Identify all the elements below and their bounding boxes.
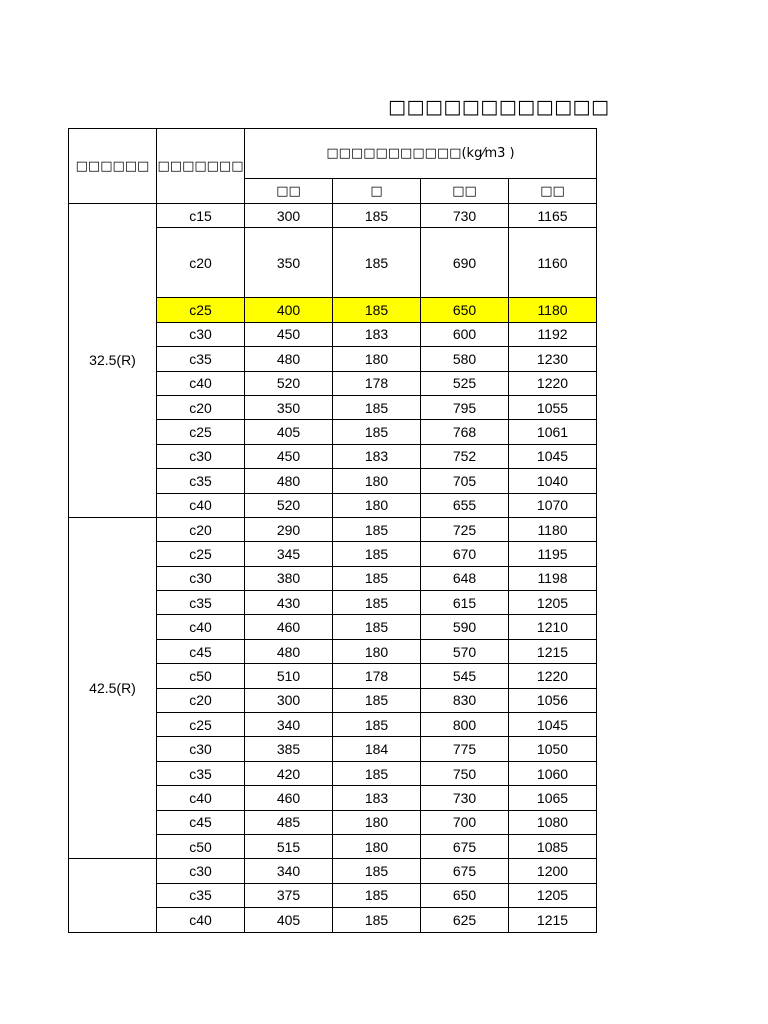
mix-ratio-table	[68, 128, 597, 933]
concrete-grade-cell: c40	[157, 786, 245, 810]
sand-cell: 650	[421, 298, 509, 322]
cement-cell: 400	[245, 298, 333, 322]
sand-cell: 800	[421, 713, 509, 737]
cement-cell: 515	[245, 834, 333, 858]
water-cell: 183	[333, 322, 421, 346]
header-material-usage: □□□□□□□□□□□(kg⁄m3 )	[245, 129, 597, 179]
header-concrete-grade: □□□□□□□	[157, 129, 245, 204]
stone-cell: 1198	[509, 566, 597, 590]
water-cell: 185	[333, 615, 421, 639]
table-row	[69, 859, 597, 883]
stone-cell: 1180	[509, 298, 597, 322]
table-body	[69, 204, 597, 933]
water-cell: 185	[333, 517, 421, 541]
water-cell: 185	[333, 688, 421, 712]
stone-cell: 1192	[509, 322, 597, 346]
stone-cell: 1070	[509, 493, 597, 517]
cement-cell: 345	[245, 542, 333, 566]
table-row	[69, 204, 597, 228]
stone-cell: 1160	[509, 228, 597, 298]
sand-cell: 600	[421, 322, 509, 346]
stone-cell: 1056	[509, 688, 597, 712]
cement-cell: 300	[245, 204, 333, 228]
sand-cell: 650	[421, 883, 509, 907]
sand-cell: 675	[421, 859, 509, 883]
sand-cell: 525	[421, 371, 509, 395]
water-cell: 185	[333, 908, 421, 932]
water-cell: 185	[333, 204, 421, 228]
header-cement-grade: □□□□□□	[69, 129, 157, 204]
stone-cell: 1220	[509, 371, 597, 395]
water-cell: 185	[333, 591, 421, 615]
cement-cell: 350	[245, 395, 333, 419]
header-sub-stone: □□	[509, 179, 597, 204]
stone-cell: 1055	[509, 395, 597, 419]
water-cell: 185	[333, 420, 421, 444]
sand-cell: 648	[421, 566, 509, 590]
sand-cell: 655	[421, 493, 509, 517]
cement-cell: 460	[245, 615, 333, 639]
stone-cell: 1165	[509, 204, 597, 228]
cement-grade-cell	[69, 859, 157, 932]
water-cell: 185	[333, 761, 421, 785]
sand-cell: 730	[421, 786, 509, 810]
water-cell: 183	[333, 786, 421, 810]
sand-cell: 725	[421, 517, 509, 541]
stone-cell: 1040	[509, 469, 597, 493]
stone-cell: 1050	[509, 737, 597, 761]
stone-cell: 1210	[509, 615, 597, 639]
stone-cell: 1215	[509, 908, 597, 932]
concrete-grade-cell: c35	[157, 469, 245, 493]
water-cell: 185	[333, 395, 421, 419]
stone-cell: 1220	[509, 664, 597, 688]
sand-cell: 775	[421, 737, 509, 761]
concrete-grade-cell: c25	[157, 542, 245, 566]
cement-cell: 485	[245, 810, 333, 834]
water-cell: 180	[333, 639, 421, 663]
stone-cell: 1180	[509, 517, 597, 541]
stone-cell: 1215	[509, 639, 597, 663]
sand-cell: 795	[421, 395, 509, 419]
stone-cell: 1195	[509, 542, 597, 566]
water-cell: 185	[333, 883, 421, 907]
concrete-grade-cell: c30	[157, 322, 245, 346]
sand-cell: 670	[421, 542, 509, 566]
sand-cell: 615	[421, 591, 509, 615]
concrete-grade-cell: c40	[157, 371, 245, 395]
cement-cell: 300	[245, 688, 333, 712]
water-cell: 178	[333, 371, 421, 395]
cement-cell: 480	[245, 639, 333, 663]
page-title: □□□□□□□□□□□□	[388, 96, 610, 118]
concrete-grade-cell: c20	[157, 688, 245, 712]
water-cell: 185	[333, 859, 421, 883]
sand-cell: 705	[421, 469, 509, 493]
cement-cell: 405	[245, 420, 333, 444]
water-cell: 178	[333, 664, 421, 688]
cement-cell: 405	[245, 908, 333, 932]
concrete-grade-cell: c25	[157, 420, 245, 444]
cement-cell: 510	[245, 664, 333, 688]
cement-cell: 450	[245, 444, 333, 468]
cement-cell: 430	[245, 591, 333, 615]
concrete-grade-cell: c50	[157, 834, 245, 858]
sand-cell: 690	[421, 228, 509, 298]
stone-cell: 1060	[509, 761, 597, 785]
concrete-grade-cell: c40	[157, 908, 245, 932]
stone-cell: 1205	[509, 591, 597, 615]
water-cell: 185	[333, 566, 421, 590]
concrete-grade-cell: c20	[157, 395, 245, 419]
header-sub-sand: □□	[421, 179, 509, 204]
concrete-grade-cell: c30	[157, 859, 245, 883]
stone-cell: 1045	[509, 444, 597, 468]
concrete-grade-cell: c30	[157, 566, 245, 590]
stone-cell: 1200	[509, 859, 597, 883]
cement-cell: 385	[245, 737, 333, 761]
stone-cell: 1230	[509, 347, 597, 371]
cement-cell: 520	[245, 371, 333, 395]
concrete-grade-cell: c40	[157, 493, 245, 517]
sand-cell: 830	[421, 688, 509, 712]
water-cell: 185	[333, 713, 421, 737]
cement-cell: 450	[245, 322, 333, 346]
concrete-grade-cell: c15	[157, 204, 245, 228]
sand-cell: 675	[421, 834, 509, 858]
cement-cell: 520	[245, 493, 333, 517]
cement-grade-cell: 42.5(R)	[69, 517, 157, 858]
water-cell: 185	[333, 228, 421, 298]
sand-cell: 625	[421, 908, 509, 932]
cement-cell: 460	[245, 786, 333, 810]
concrete-grade-cell: c35	[157, 347, 245, 371]
concrete-grade-cell: c50	[157, 664, 245, 688]
sand-cell: 570	[421, 639, 509, 663]
stone-cell: 1065	[509, 786, 597, 810]
concrete-grade-cell: c30	[157, 737, 245, 761]
stone-cell: 1061	[509, 420, 597, 444]
sand-cell: 580	[421, 347, 509, 371]
sand-cell: 752	[421, 444, 509, 468]
water-cell: 184	[333, 737, 421, 761]
sand-cell: 730	[421, 204, 509, 228]
cement-cell: 290	[245, 517, 333, 541]
stone-cell: 1085	[509, 834, 597, 858]
concrete-grade-cell: c35	[157, 591, 245, 615]
concrete-grade-cell: c35	[157, 761, 245, 785]
concrete-grade-cell: c25	[157, 713, 245, 737]
concrete-grade-cell: c45	[157, 639, 245, 663]
water-cell: 183	[333, 444, 421, 468]
table-row	[69, 517, 597, 541]
cement-cell: 480	[245, 347, 333, 371]
cement-cell: 480	[245, 469, 333, 493]
concrete-grade-cell: c35	[157, 883, 245, 907]
cement-cell: 340	[245, 859, 333, 883]
cement-cell: 420	[245, 761, 333, 785]
stone-cell: 1045	[509, 713, 597, 737]
concrete-grade-cell: c25	[157, 298, 245, 322]
water-cell: 185	[333, 542, 421, 566]
water-cell: 180	[333, 834, 421, 858]
cement-grade-cell: 32.5(R)	[69, 204, 157, 518]
stone-cell: 1205	[509, 883, 597, 907]
concrete-grade-cell: c40	[157, 615, 245, 639]
sand-cell: 768	[421, 420, 509, 444]
water-cell: 180	[333, 810, 421, 834]
cement-cell: 375	[245, 883, 333, 907]
stone-cell: 1080	[509, 810, 597, 834]
sand-cell: 750	[421, 761, 509, 785]
sand-cell: 700	[421, 810, 509, 834]
header-sub-cement: □□	[245, 179, 333, 204]
cement-cell: 350	[245, 228, 333, 298]
concrete-grade-cell: c20	[157, 517, 245, 541]
header-sub-water: □	[333, 179, 421, 204]
sand-cell: 590	[421, 615, 509, 639]
water-cell: 180	[333, 493, 421, 517]
water-cell: 180	[333, 347, 421, 371]
water-cell: 180	[333, 469, 421, 493]
concrete-grade-cell: c30	[157, 444, 245, 468]
sand-cell: 545	[421, 664, 509, 688]
concrete-grade-cell: c45	[157, 810, 245, 834]
water-cell: 185	[333, 298, 421, 322]
cement-cell: 380	[245, 566, 333, 590]
concrete-grade-cell: c20	[157, 228, 245, 298]
cement-cell: 340	[245, 713, 333, 737]
